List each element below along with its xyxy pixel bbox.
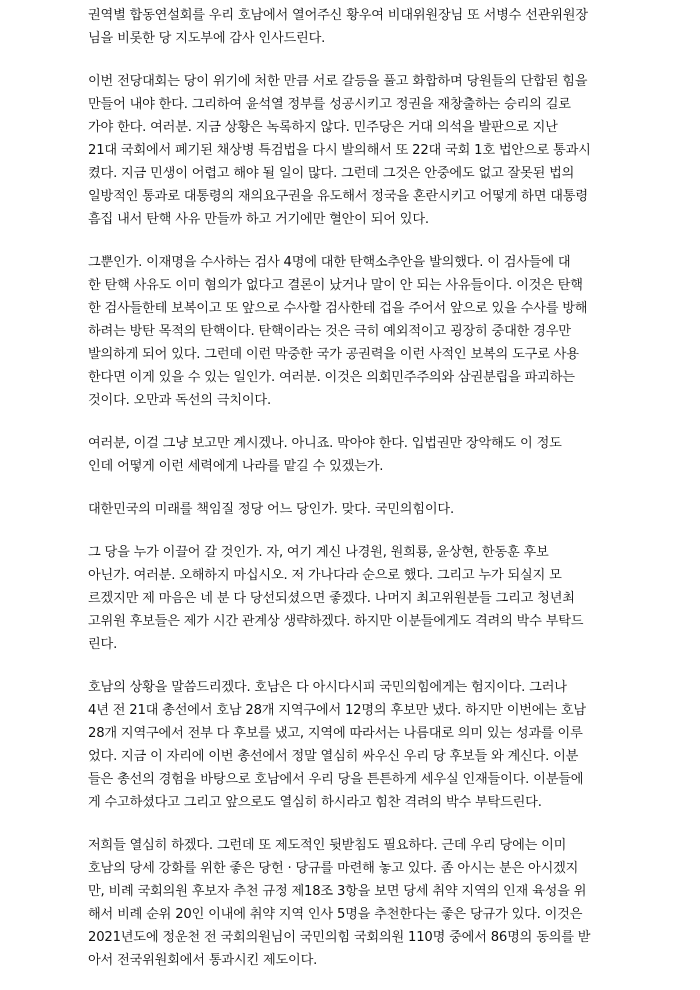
paragraph-3: 그뿐인가. 이재명을 수사하는 검사 4명에 대한 탄핵소추안을 발의했다. 이 검사들에 대 한 탄핵 사유도 이미 혐의가 없다고 결론이 났거나 말이 안 되는 사유들이다. 이것은 탄핵 한 검사들한테 보복이고 또 앞으로 수사할 검사한테 겁을 주어서 앞으로 있을 수사를 방해 하려는 방탄 목적의 탄핵이다. 탄핵이라는 것은 극히 예외적이고 굉장히 중대한 경우만 발의하게 되어 있다. 그런데 이런 막중한 국가 공권력을 이런 사적인 보복의 도구로 사용 한다면 이게 있을 수 있는 일인가. 여러분. 이것은 의회민주주의와 삼권분립을 파괴하는 것이다. 오만과 독선의 극치이다. [88,255,588,408]
paragraph-2: 이번 전당대회는 당이 위기에 처한 만큼 서로 갈등을 풀고 화합하며 당원들의 단합된 힘을 만들어 내야 한다. 그리하여 윤석열 정부를 성공시키고 정권을 재창출하는 승리의 길로 가야 한다. 여러분. 지금 상황은 녹록하지 않다. 민주당은 거대 의석을 발판으로 지난 21대 국회에서 폐기된 채상병 특검법을 다시 발의해서 또 22대 국회 1호 법안으로 통과시 켰다. 지금 민생이 어렵고 해야 될 일이 많다. 그런데 그것은 안중에도 없고 잘못된 법의 일방적인 통과로 대통령의 재의요구권을 유도해서 정국을 혼란시키고 어떻게 하면 대통령 흠집 내서 탄핵 사유 만들까 하고 거기에만 혈안이 되어 있다. [88,74,591,227]
document-body [88,4,612,972]
paragraph-5: 대한민국의 미래를 책임질 정당 어느 당인가. 맞다. 국민의힘이다. [88,502,454,517]
paragraph-1: 권역별 합동연설회를 우리 호남에서 열어주신 황우여 비대위원장님 또 서병수 선관위원장 님을 비롯한 당 지도부에 감사 인사드린다. [88,8,588,46]
paragraph-4: 여러분, 이걸 그냥 보고만 계시겠나. 아니죠. 막아야 한다. 입법권만 장악해도 이 정도 인데 어떻게 이런 세력에게 나라를 맡길 수 있겠는가. [88,436,562,474]
paragraph-8: 저희들 열심히 하겠다. 그런데 또 제도적인 뒷받침도 필요하다. 근데 우리 당에는 이미 호남의 당세 강화를 위한 좋은 당헌 · 당규를 마련해 놓고 있다. 좀 아시는 분은 아시겠지 만, 비례 국회의원 후보자 추천 규정 제18조 3항을 보면 당세 취약 지역의 인재 육성을 위 해서 비례 순위 20인 이내에 취약 지역 인사 5명을 추천한다는 좋은 당규가 있다. 이것은 2021년도에 정운천 전 국회의원님이 국민의힘 국회의원 110명 중에서 86명의 동의를 받 아서 전국위원회에서 통과시킨 제도이다. [88,838,591,968]
paragraph-6: 그 당을 누가 이끌어 갈 것인가. 자, 여기 계신 나경원, 원희룡, 윤상현, 한동훈 후보 아닌가. 여러분. 오해하지 마십시오. 저 가나다라 순으로 했다. 그리고 누가 되실지 모 르겠지만 제 마음은 네 분 다 당선되셨으면 좋겠다. 나머지 최고위원분들 그리고 청년최 고위원 후보들은 제가 시간 관계상 생략하겠다. 하지만 이분들에게도 격려의 박수 부탁드 린다. [88,545,584,652]
paragraph-7: 호남의 상황을 말씀드리겠다. 호남은 다 아시다시피 국민의힘에게는 험지이다. 그러나 4년 전 21대 총선에서 호남 28개 지역구에서 12명의 후보만 냈다. 하지만 이번에는 호남 28개 지역구에서 전부 다 후보를 냈고, 지역에 따라서는 나름대로 의미 있는 성과를 이루 었다. 지금 이 자리에 이번 총선에서 정말 열심히 싸우신 우리 당 후보들 와 계신다. 이분 들은 총선의 경험을 바탕으로 호남에서 우리 당을 튼튼하게 세우실 인재들이다. 이분들에 게 수고하셨다고 그리고 앞으로도 열심히 하시라고 힘찬 격려의 박수 부탁드린다. [88,680,586,810]
